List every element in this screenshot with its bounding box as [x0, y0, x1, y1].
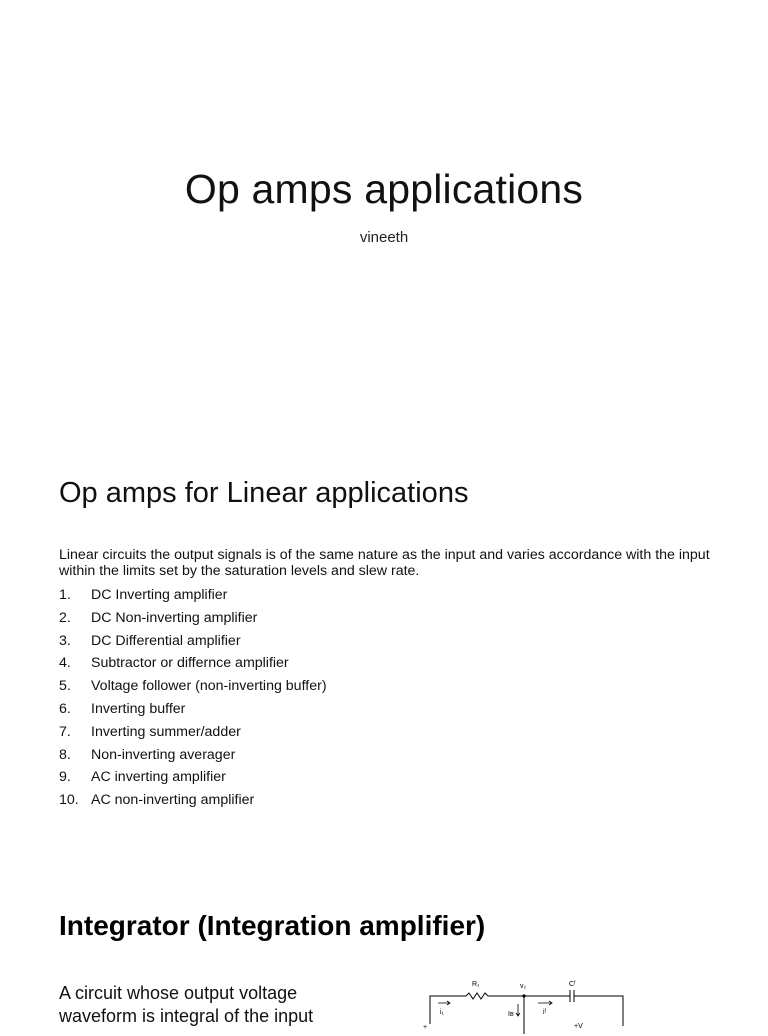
current-arrow: [438, 1001, 450, 1005]
list-item: [59, 607, 327, 630]
list-number: 8.: [59, 746, 71, 763]
slide-linear-applications: [0, 430, 768, 862]
label-plus: +: [423, 1024, 428, 1031]
label-i1: i₁: [440, 1009, 444, 1016]
list-item: [59, 630, 327, 653]
circuit-wire: [430, 996, 466, 1024]
slide-title: [0, 0, 768, 430]
presentation-title: Op amps applications: [184, 166, 584, 212]
list-text: AC inverting amplifier: [91, 769, 226, 786]
list-number: 2.: [59, 609, 71, 626]
slide-body-text: A circuit whose output voltage waveform is integral of the input: [59, 983, 314, 1026]
list-number: 5.: [59, 678, 71, 695]
slide-heading: Integrator (Integration amplifier): [59, 910, 486, 941]
label-cf: Cᶠ: [569, 981, 576, 988]
list-text: Subtractor or differnce amplifier: [91, 655, 289, 672]
label-r1: R₁: [472, 981, 480, 988]
list-item: [59, 789, 327, 812]
list-item: [59, 744, 327, 767]
list-text: Inverting buffer: [91, 700, 186, 717]
list-item: [59, 675, 327, 698]
list-number: 1.: [59, 587, 71, 603]
list-number: 9.: [59, 769, 71, 786]
list-number: 4.: [59, 655, 71, 672]
list-text: Voltage follower (non-inverting buffer): [91, 678, 327, 695]
list-item: [59, 584, 327, 607]
integrator-circuit-diagram: [416, 976, 646, 1036]
resistor-symbol: [466, 993, 488, 999]
list-item: [59, 698, 327, 721]
capacitor-symbol: [566, 990, 623, 1026]
slide-intro-text: Linear circuits the output signals is of the same nature as the input and varies accordance with the input within the limits set by the saturation levels and slew rate.: [59, 547, 710, 579]
list-number: 10.: [59, 792, 79, 809]
list-text: AC non-inverting amplifier: [91, 792, 255, 809]
list-item: [59, 766, 327, 789]
current-arrow: [516, 1004, 520, 1016]
list-item: [59, 721, 327, 744]
label-v2: v₂: [520, 983, 527, 990]
list-item: [59, 652, 327, 675]
list-number: 6.: [59, 700, 71, 717]
list-text: DC Non-inverting amplifier: [91, 609, 258, 626]
application-list: [59, 584, 327, 812]
list-text: Non-inverting averager: [91, 746, 236, 763]
list-number: 3.: [59, 632, 71, 649]
current-arrow: [538, 1001, 552, 1005]
presentation-author: vineeth: [359, 229, 409, 246]
list-text: DC Differential amplifier: [91, 632, 241, 649]
label-if: iᶠ: [543, 1009, 547, 1016]
slide-integrator: [0, 862, 768, 1031]
slide-heading: Op amps for Linear applications: [59, 477, 469, 509]
list-text: Inverting summer/adder: [91, 723, 241, 740]
label-vplus: +V: [574, 1023, 583, 1030]
list-number: 7.: [59, 723, 71, 740]
list-text: DC Inverting amplifier: [91, 587, 228, 603]
label-ib: Iʙ: [508, 1011, 514, 1018]
